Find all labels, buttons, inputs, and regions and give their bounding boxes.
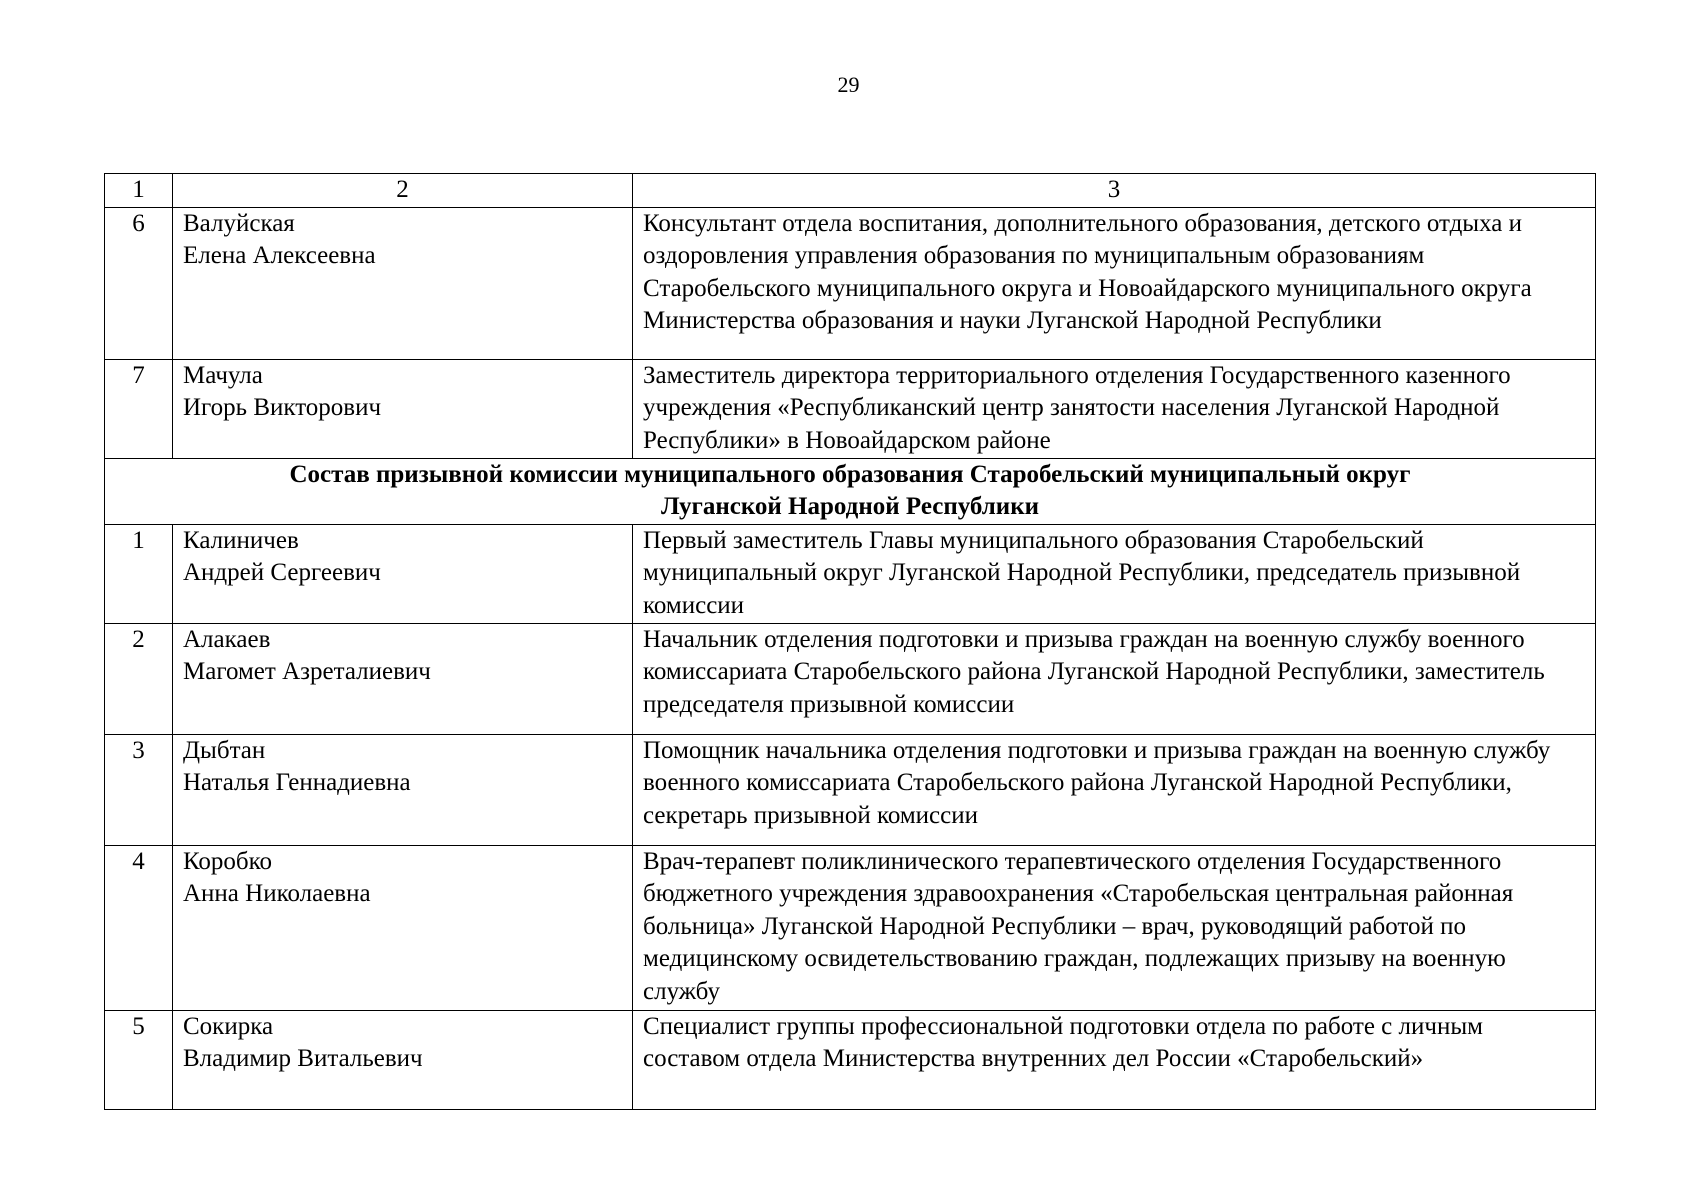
- person-position: [633, 524, 1596, 623]
- person-given-name: Андрей Сергеевич: [183, 559, 381, 586]
- person-given-name: Игорь Викторович: [183, 394, 382, 421]
- position-text: Начальник отделения подготовки и призыва граждан на военную службу военного комиссариата Старобельского района Луганской Народной Республики, заместитель председателя призывной комиссии: [643, 625, 1545, 718]
- row-number: 7: [105, 359, 173, 458]
- table-row: [105, 524, 1596, 623]
- person-surname: Мачула: [183, 361, 263, 389]
- header-col-1: 1: [105, 174, 173, 208]
- person-name-cell: [173, 524, 633, 623]
- table-row: [105, 1010, 1596, 1109]
- person-given-name: Наталья Геннадиевна: [183, 769, 411, 796]
- row-number: 4: [105, 845, 173, 1010]
- person-surname: Дыбтан: [183, 736, 266, 764]
- section-heading: [105, 458, 1596, 524]
- header-col-2: 2: [173, 174, 633, 208]
- person-surname: Алакаев: [183, 625, 271, 653]
- table-row: [105, 359, 1596, 458]
- row-number: 2: [105, 623, 173, 734]
- row-number: 6: [105, 207, 173, 359]
- person-position: [633, 1010, 1596, 1109]
- person-given-name: Магомет Азреталиевич: [183, 658, 431, 685]
- position-text: Врач-терапевт поликлинического терапевтического отделения Государственного бюджетного учреждения здравоохранения «Старобельская центральная районная больница» Луганской Народной Республики – врач, руководящий работой по медицинскому освидетельствованию граждан, подлежащих призыву на военную службу: [643, 847, 1514, 1005]
- table-row: [105, 623, 1596, 734]
- section-heading-row: [105, 458, 1596, 524]
- person-position: [633, 734, 1596, 845]
- table-row: [105, 734, 1596, 845]
- person-given-name: Анна Николаевна: [183, 880, 371, 907]
- position-text: Помощник начальника отделения подготовки и призыва граждан на военную службу военного комиссариата Старобельского района Луганской Народной Республики, секретарь призывной комиссии: [643, 736, 1551, 829]
- section-heading-line-1: Состав призывной комиссии муниципального образования Старобельский муниципальный округ: [289, 460, 1411, 488]
- person-name-cell: [173, 359, 633, 458]
- person-surname: Коробко: [183, 847, 273, 875]
- person-position: [633, 359, 1596, 458]
- position-text: Консультант отдела воспитания, дополнительного образования, детского отдыха и оздоровления управления образования по муниципальным образованиям Старобельского муниципального округа и Новоайдарского муниципального округа Министерства образования и науки Луганской Народной Республики: [643, 209, 1532, 334]
- row-number: 5: [105, 1010, 173, 1109]
- position-text: Первый заместитель Главы муниципального образования Старобельский муниципальный округ Луганской Народной Республики, председатель призывной комиссии: [643, 526, 1521, 619]
- person-position: [633, 207, 1596, 359]
- position-text: Специалист группы профессиональной подготовки отдела по работе с личным составом отдела Министерства внутренних дел России «Старобельский»: [643, 1012, 1483, 1072]
- table-header-row: [105, 174, 1596, 208]
- table-row: [105, 207, 1596, 359]
- person-name-cell: [173, 207, 633, 359]
- person-name-cell: [173, 623, 633, 734]
- person-surname: Сокирка: [183, 1012, 274, 1040]
- section-heading-line-2: Луганской Народной Республики: [660, 493, 1040, 520]
- person-given-name: Елена Алексеевна: [183, 242, 376, 269]
- person-position: [633, 623, 1596, 734]
- row-number: 1: [105, 524, 173, 623]
- person-name-cell: [173, 845, 633, 1010]
- row-number: 3: [105, 734, 173, 845]
- person-given-name: Владимир Витальевич: [183, 1045, 423, 1072]
- person-name-cell: [173, 734, 633, 845]
- person-surname: Валуйская: [183, 209, 295, 237]
- person-surname: Калиничев: [183, 526, 299, 554]
- table-row: [105, 845, 1596, 1010]
- position-text: Заместитель директора территориального отделения Государственного казенного учреждения «Республиканский центр занятости населения Луганской Народной Республики» в Новоайдарском районе: [643, 361, 1511, 454]
- person-position: [633, 845, 1596, 1010]
- person-name-cell: [173, 1010, 633, 1109]
- page-number: 29: [837, 72, 860, 97]
- header-col-3: 3: [633, 174, 1596, 208]
- commission-table: [104, 173, 1596, 1110]
